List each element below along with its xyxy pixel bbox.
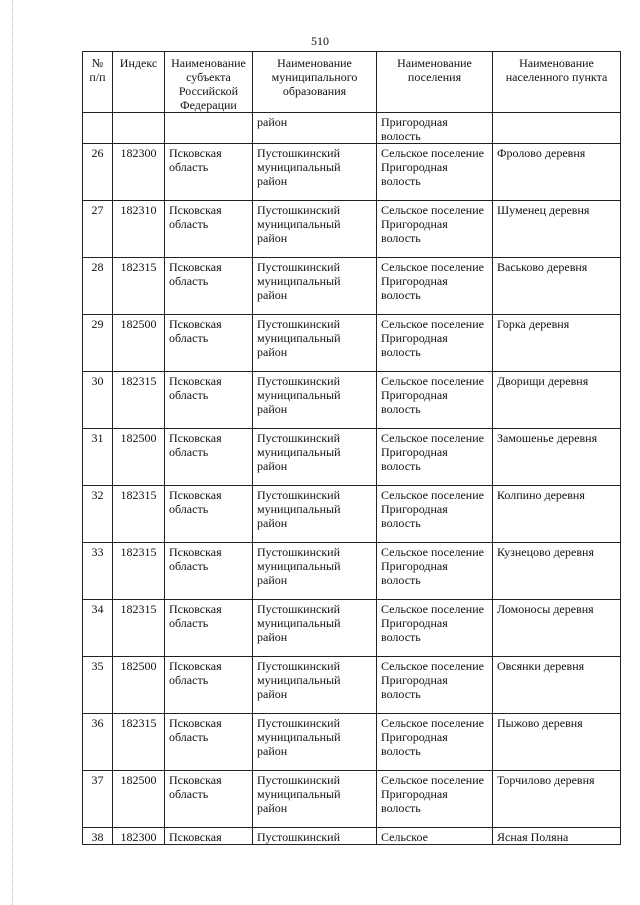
cell-index: 182500	[113, 771, 165, 828]
table-row	[83, 771, 621, 828]
table-row	[83, 144, 621, 201]
cell-subject	[165, 113, 253, 144]
cell-subject: Псковская область	[165, 714, 253, 771]
cell-locality: Пыжово деревня	[493, 714, 621, 771]
cell-locality: Шуменец деревня	[493, 201, 621, 258]
header-row	[83, 52, 621, 113]
cell-num: 32	[83, 486, 113, 543]
cell-num: 29	[83, 315, 113, 372]
cell-subject: Псковская область	[165, 771, 253, 828]
cell-subject: Псковская область	[165, 429, 253, 486]
table-row	[83, 258, 621, 315]
cell-num: 27	[83, 201, 113, 258]
cell-index: 182315	[113, 543, 165, 600]
cell-municipality: Пустошкинский муниципальный район	[253, 600, 377, 657]
cell-subject: Псковская область	[165, 372, 253, 429]
cell-num: 35	[83, 657, 113, 714]
cell-locality: Кузнецово деревня	[493, 543, 621, 600]
header-num: № п/п	[83, 52, 113, 113]
localities-table	[82, 51, 621, 845]
cell-municipality: Пустошкинский муниципальный район	[253, 372, 377, 429]
cell-municipality: Пустошкинский муниципальный район	[253, 315, 377, 372]
cell-settlement: Сельское поселение Пригородная волость	[377, 429, 493, 486]
cell-subject: Псковская область	[165, 486, 253, 543]
cell-index: 182300	[113, 144, 165, 201]
table-row	[83, 657, 621, 714]
cell-subject: Псковская область	[165, 201, 253, 258]
table-row	[83, 714, 621, 771]
cell-index: 182500	[113, 315, 165, 372]
header-settlement: Наименование поселения	[377, 52, 493, 113]
cell-locality: Колпино деревня	[493, 486, 621, 543]
cell-municipality: Пустошкинский муниципальный район	[253, 771, 377, 828]
cell-subject: Псковская область	[165, 657, 253, 714]
cell-subject: Псковская область	[165, 144, 253, 201]
cell-municipality: Пустошкинский муниципальный район	[253, 486, 377, 543]
cell-num: 26	[83, 144, 113, 201]
table-body	[83, 113, 621, 845]
cell-settlement: Пригородная волость	[377, 113, 493, 144]
table-row	[83, 315, 621, 372]
cell-subject: Псковская	[165, 828, 253, 845]
table-row	[83, 429, 621, 486]
cell-locality: Ломоносы деревня	[493, 600, 621, 657]
cell-num: 28	[83, 258, 113, 315]
cell-subject: Псковская область	[165, 315, 253, 372]
cell-num: 33	[83, 543, 113, 600]
continuation-row	[83, 113, 621, 144]
cell-locality: Замошенье деревня	[493, 429, 621, 486]
cell-municipality: Пустошкинский муниципальный район	[253, 144, 377, 201]
cell-settlement: Сельское поселение Пригородная волость	[377, 201, 493, 258]
cell-settlement: Сельское поселение Пригородная волость	[377, 543, 493, 600]
cell-subject: Псковская область	[165, 600, 253, 657]
cell-locality: Торчилово деревня	[493, 771, 621, 828]
header-subject: Наименование субъекта Российской Федерации	[165, 52, 253, 113]
header-municipality: Наименование муниципального образования	[253, 52, 377, 113]
table-row	[83, 543, 621, 600]
cell-settlement: Сельское поселение Пригородная волость	[377, 315, 493, 372]
cell-municipality: Пустошкинский муниципальный район	[253, 714, 377, 771]
cell-index: 182310	[113, 201, 165, 258]
table-row	[83, 372, 621, 429]
cell-municipality: район	[253, 113, 377, 144]
cell-index: 182500	[113, 429, 165, 486]
table-row	[83, 828, 621, 845]
cell-num	[83, 113, 113, 144]
cell-locality: Фролово деревня	[493, 144, 621, 201]
cell-municipality: Пустошкинский муниципальный район	[253, 543, 377, 600]
cell-locality: Дворищи деревня	[493, 372, 621, 429]
cell-locality: Овсянки деревня	[493, 657, 621, 714]
cell-subject: Псковская область	[165, 543, 253, 600]
cell-num: 31	[83, 429, 113, 486]
cell-municipality: Пустошкинский муниципальный район	[253, 657, 377, 714]
cell-num: 38	[83, 828, 113, 845]
header-index: Индекс	[113, 52, 165, 113]
cell-municipality: Пустошкинский	[253, 828, 377, 845]
cell-settlement: Сельское поселение Пригородная волость	[377, 486, 493, 543]
cell-locality: Горка деревня	[493, 315, 621, 372]
cell-index: 182315	[113, 486, 165, 543]
cell-locality: Васьково деревня	[493, 258, 621, 315]
cell-settlement: Сельское поселение Пригородная волость	[377, 771, 493, 828]
cell-municipality: Пустошкинский муниципальный район	[253, 258, 377, 315]
cell-locality	[493, 113, 621, 144]
cell-settlement: Сельское	[377, 828, 493, 845]
cell-num: 36	[83, 714, 113, 771]
table-row	[83, 486, 621, 543]
cell-index: 182315	[113, 600, 165, 657]
cell-settlement: Сельское поселение Пригородная волость	[377, 144, 493, 201]
table-row	[83, 600, 621, 657]
cell-settlement: Сельское поселение Пригородная волость	[377, 258, 493, 315]
scan-edge	[12, 0, 14, 905]
cell-subject: Псковская область	[165, 258, 253, 315]
cell-settlement: Сельское поселение Пригородная волость	[377, 372, 493, 429]
page-number: 510	[311, 34, 329, 48]
cell-settlement: Сельское поселение Пригородная волость	[377, 714, 493, 771]
cell-settlement: Сельское поселение Пригородная волость	[377, 600, 493, 657]
cell-index: 182315	[113, 258, 165, 315]
cell-municipality: Пустошкинский муниципальный район	[253, 429, 377, 486]
cell-num: 34	[83, 600, 113, 657]
cell-locality: Ясная Поляна	[493, 828, 621, 845]
table-row	[83, 201, 621, 258]
cell-index: 182315	[113, 714, 165, 771]
header-locality: Наименование населенного пункта	[493, 52, 621, 113]
cell-num: 37	[83, 771, 113, 828]
cell-num: 30	[83, 372, 113, 429]
cell-index: 182500	[113, 657, 165, 714]
cell-index: 182300	[113, 828, 165, 845]
cell-settlement: Сельское поселение Пригородная волость	[377, 657, 493, 714]
cell-index: 182315	[113, 372, 165, 429]
cell-index	[113, 113, 165, 144]
cell-municipality: Пустошкинский муниципальный район	[253, 201, 377, 258]
